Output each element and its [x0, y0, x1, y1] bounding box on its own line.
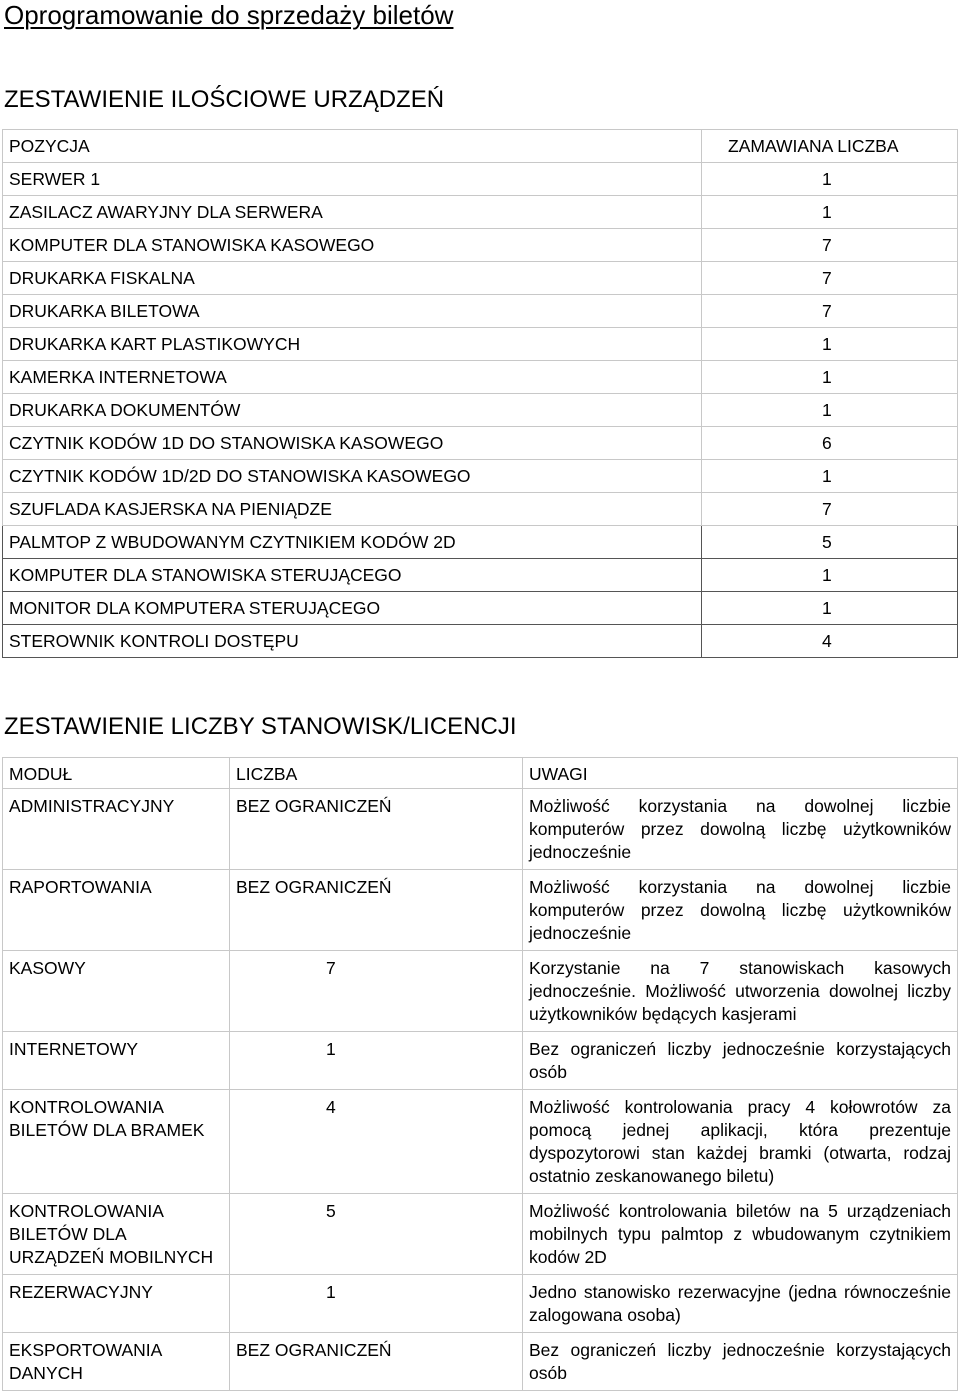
table-row: [3, 870, 958, 951]
table-row: [3, 526, 958, 559]
module-count: 7: [230, 951, 523, 1032]
table-row: [3, 196, 958, 229]
module-notes: Możliwość kontrolowania pracy 4 kołowrotów za pomocą jednej aplikacji, która prezentuje dyspozytorowi stan każdej bramki (otwarta, rodzaj ostatnio zeskanowanego biletu): [523, 1090, 958, 1194]
modules-table: [2, 757, 958, 1391]
table-row: [3, 1194, 958, 1275]
module-count: 5: [230, 1194, 523, 1275]
device-name: CZYTNIK KODÓW 1D/2D DO STANOWISKA KASOWEGO: [3, 460, 702, 493]
device-name: DRUKARKA KART PLASTIKOWYCH: [3, 328, 702, 361]
device-quantity: 1: [702, 592, 958, 625]
device-quantity: 5: [702, 526, 958, 559]
table-row: [3, 262, 958, 295]
devices-table-body: [3, 130, 958, 658]
module-notes: Bez ograniczeń liczby jednocześnie korzystających osób: [523, 1333, 958, 1391]
module-name: KASOWY: [3, 951, 230, 1032]
table-row: [3, 789, 958, 870]
column-header-module: MODUŁ: [3, 758, 230, 789]
module-count: BEZ OGRANICZEŃ: [230, 789, 523, 870]
devices-section-heading: ZESTAWIENIE ILOŚCIOWE URZĄDZEŃ: [4, 86, 445, 113]
device-quantity: 1: [702, 559, 958, 592]
device-name: STEROWNIK KONTROLI DOSTĘPU: [3, 625, 702, 658]
module-name: KONTROLOWANIA BILETÓW DLA BRAMEK: [3, 1090, 230, 1194]
device-name: MONITOR DLA KOMPUTERA STERUJĄCEGO: [3, 592, 702, 625]
device-name: KOMPUTER DLA STANOWISKA KASOWEGO: [3, 229, 702, 262]
table-row: [3, 1032, 958, 1090]
table-row: [3, 163, 958, 196]
module-notes: Korzystanie na 7 stanowiskach kasowych jednocześnie. Możliwość utworzenia dowolnej liczby użytkowników będących kasjerami: [523, 951, 958, 1032]
device-quantity: 1: [702, 361, 958, 394]
table-row: [3, 625, 958, 658]
module-count: 1: [230, 1275, 523, 1333]
module-name: KONTROLOWANIA BILETÓW DLA URZĄDZEŃ MOBILNYCH: [3, 1194, 230, 1275]
module-count: 4: [230, 1090, 523, 1194]
module-notes: Jedno stanowisko rezerwacyjne (jedna równocześnie zalogowana osoba): [523, 1275, 958, 1333]
table-row: [3, 1333, 958, 1391]
devices-table: [2, 129, 958, 658]
device-name: DRUKARKA BILETOWA: [3, 295, 702, 328]
module-notes: Możliwość korzystania na dowolnej liczbie komputerów przez dowolną liczbę użytkowników jednocześnie: [523, 870, 958, 951]
module-name: INTERNETOWY: [3, 1032, 230, 1090]
device-name: ZASILACZ AWARYJNY DLA SERWERA: [3, 196, 702, 229]
table-row: [3, 361, 958, 394]
table-row: [3, 295, 958, 328]
device-quantity: 7: [702, 262, 958, 295]
device-quantity: 4: [702, 625, 958, 658]
column-header-position: POZYCJA: [3, 130, 702, 163]
module-count: BEZ OGRANICZEŃ: [230, 870, 523, 951]
device-name: DRUKARKA FISKALNA: [3, 262, 702, 295]
device-name: SZUFLADA KASJERSKA NA PIENIĄDZE: [3, 493, 702, 526]
module-count: BEZ OGRANICZEŃ: [230, 1333, 523, 1391]
column-header-quantity: ZAMAWIANA LICZBA: [702, 130, 958, 163]
device-quantity: 1: [702, 460, 958, 493]
device-quantity: 7: [702, 295, 958, 328]
table-row: [3, 1090, 958, 1194]
device-quantity: 1: [702, 163, 958, 196]
device-name: PALMTOP Z WBUDOWANYM CZYTNIKIEM KODÓW 2D: [3, 526, 702, 559]
table-row: [3, 394, 958, 427]
device-quantity: 7: [702, 493, 958, 526]
page-title: Oprogramowanie do sprzedaży biletów: [4, 0, 454, 30]
device-quantity: 7: [702, 229, 958, 262]
device-quantity: 6: [702, 427, 958, 460]
table-row: [3, 460, 958, 493]
device-name: CZYTNIK KODÓW 1D DO STANOWISKA KASOWEGO: [3, 427, 702, 460]
module-name: RAPORTOWANIA: [3, 870, 230, 951]
device-quantity: 1: [702, 394, 958, 427]
device-name: SERWER 1: [3, 163, 702, 196]
module-count: 1: [230, 1032, 523, 1090]
table-row: [3, 1275, 958, 1333]
module-notes: Możliwość korzystania na dowolnej liczbie komputerów przez dowolną liczbę użytkowników jednocześnie: [523, 789, 958, 870]
devices-header-row: [3, 130, 958, 163]
modules-section-heading: ZESTAWIENIE LICZBY STANOWISK/LICENCJI: [4, 713, 517, 740]
device-name: KAMERKA INTERNETOWA: [3, 361, 702, 394]
module-name: ADMINISTRACYJNY: [3, 789, 230, 870]
device-quantity: 1: [702, 328, 958, 361]
table-row: [3, 427, 958, 460]
table-row: [3, 592, 958, 625]
table-row: [3, 493, 958, 526]
device-quantity: 1: [702, 196, 958, 229]
module-notes: Bez ograniczeń liczby jednocześnie korzystających osób: [523, 1032, 958, 1090]
device-name: KOMPUTER DLA STANOWISKA STERUJĄCEGO: [3, 559, 702, 592]
module-name: EKSPORTOWANIA DANYCH: [3, 1333, 230, 1391]
modules-table-body: [3, 758, 958, 1391]
table-row: [3, 951, 958, 1032]
table-row: [3, 559, 958, 592]
column-header-notes: UWAGI: [523, 758, 958, 789]
module-name: REZERWACYJNY: [3, 1275, 230, 1333]
column-header-count: LICZBA: [230, 758, 523, 789]
device-name: DRUKARKA DOKUMENTÓW: [3, 394, 702, 427]
module-notes: Możliwość kontrolowania biletów na 5 urządzeniach mobilnych typu palmtop z wbudowanym czytnikiem kodów 2D: [523, 1194, 958, 1275]
modules-header-row: [3, 758, 958, 789]
table-row: [3, 328, 958, 361]
table-row: [3, 229, 958, 262]
